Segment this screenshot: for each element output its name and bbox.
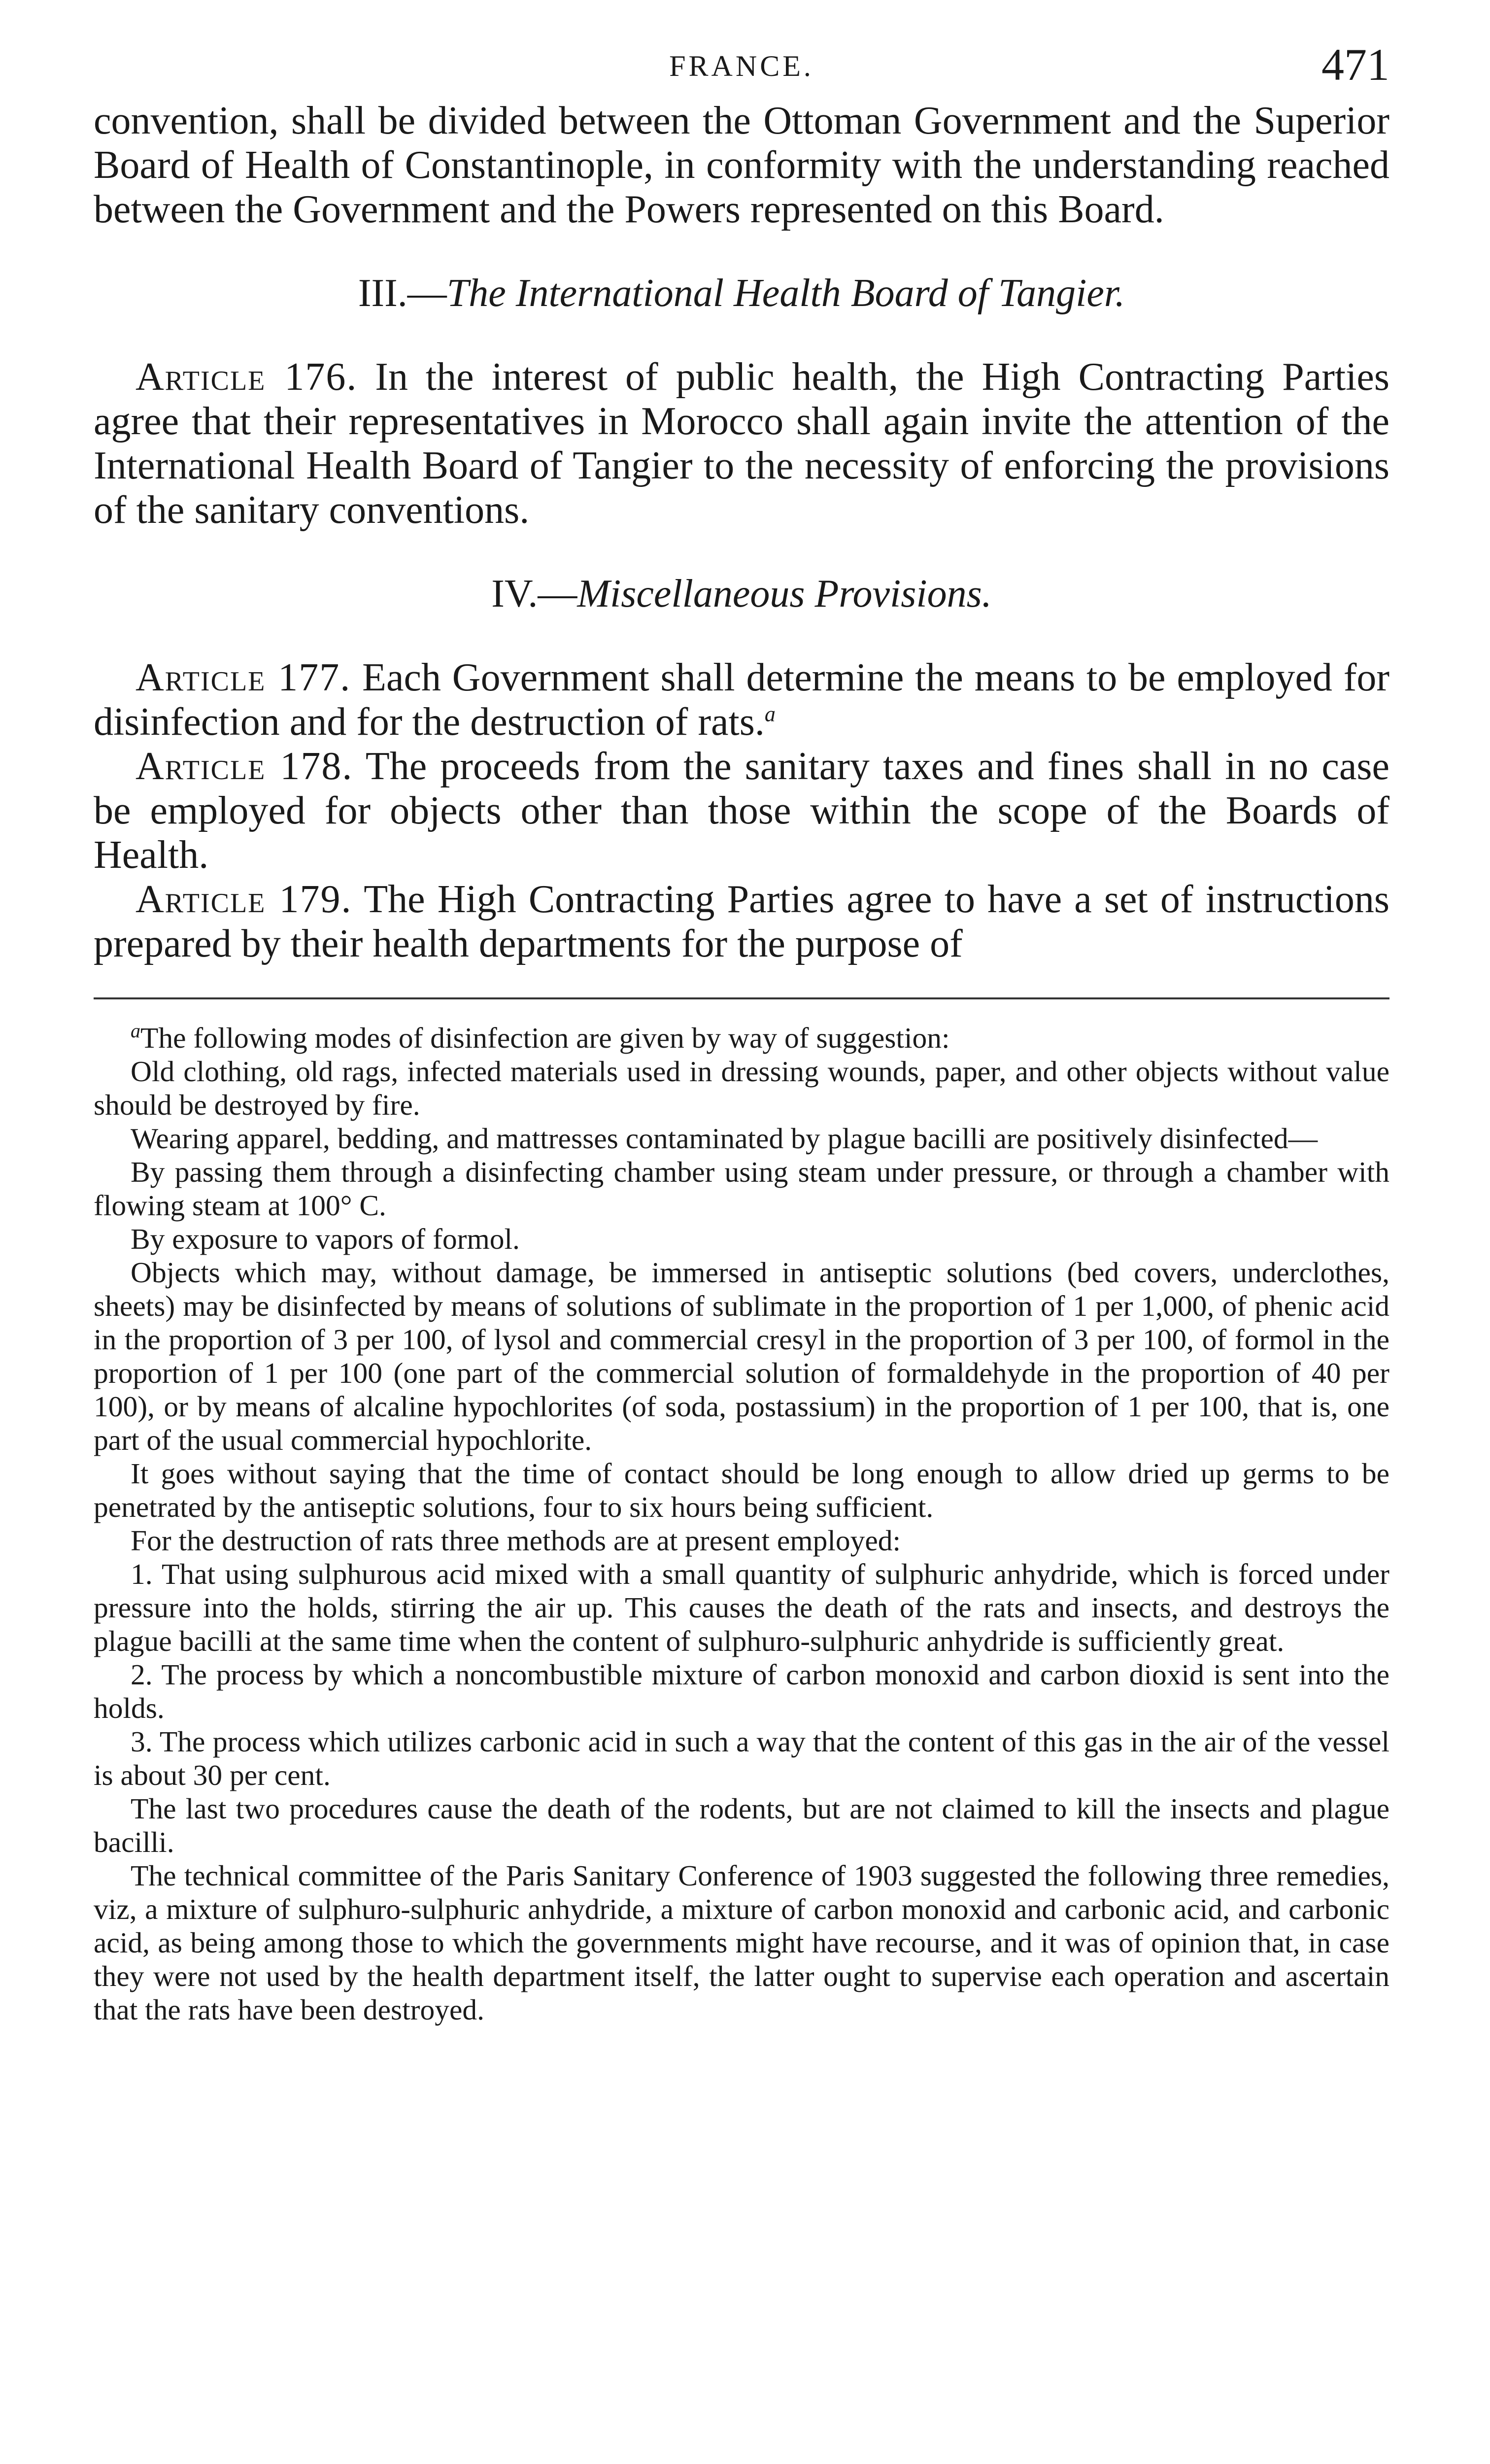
page-number: 471 (1321, 39, 1389, 90)
footnote-paragraph: 3. The process which utilizes carbonic acid in such a way that the content of this gas in the air of the vessel is about 30 per cent. (94, 1725, 1389, 1791)
article-179 (94, 877, 1389, 966)
footnote-paragraph: Wearing apparel, bedding, and mattresses contaminated by plague bacilli are positively disinfected— (131, 1122, 1318, 1155)
footnotes (94, 1021, 1389, 2026)
footnote-marker: a (131, 1020, 140, 1042)
footnote-paragraph: The last two procedures cause the death of the rodents, but are not claimed to kill the insects and plague bacilli. (94, 1792, 1389, 1858)
main-text (94, 99, 1389, 966)
article-176 (94, 355, 1389, 532)
article-label: Article 178. (135, 745, 353, 788)
article-177 (94, 655, 1389, 744)
running-title: FRANCE. (669, 50, 814, 82)
footnote-paragraph: For the destruction of rats three methods are at present employed: (131, 1524, 901, 1557)
footnote-paragraph: Old clothing, old rags, infected materials used in dressing wounds, paper, and other objects without value should be destroyed by fire. (94, 1055, 1389, 1121)
article-text: Each Government shall determine the means to be employed for disinfection and for the destruction of rats. (94, 656, 1389, 744)
footnote-paragraph: $^a$The following modes of disinfection are given by way of suggestion: (131, 1020, 950, 1054)
document-page (94, 34, 1389, 2026)
footnote-divider (94, 997, 1389, 999)
running-head (94, 34, 1389, 99)
article-text: The proceeds from the sanitary taxes and fines shall in no case be employed for objects other than those within the scope of the Boards of Health. (94, 745, 1390, 877)
footnote-reference: a (764, 702, 776, 726)
continuation-paragraph: convention, shall be divided between the Ottoman Government and the Superior Board of Health of Constantinople, in conformity with the understanding reached between the Government and the Powers represented on this Board. (94, 99, 1389, 231)
article-label: Article 179. (135, 878, 352, 921)
section-number: III.— (358, 272, 447, 315)
footnote-paragraph: Objects which may, without damage, be immersed in antiseptic solutions (bed covers, underclothes, sheets) may be disinfected by means of solutions of sublimate in the proportion of 1 per 1,000, of phenic acid in the proportion of 3 per 100, of lysol and commercial cresyl in the proportion of 3 per 100, of formol in the proportion of 1 per 100 (one part of the commercial solution of formaldehyde in the proportion of 40 per 100), or by means of alcaline hypochlorites (of soda, postassium) in the proportion of 1 per 100, that is, one part of the usual commercial hypochlorite. (94, 1256, 1389, 1456)
article-178 (94, 744, 1389, 877)
article-label: Article 177. (135, 656, 351, 699)
footnote-paragraph: It goes without saying that the time of contact should be long enough to allow dried up germs to be penetrated by the antiseptic solutions, four to six hours being sufficient. (94, 1457, 1389, 1523)
footnote-paragraph: 1. That using sulphurous acid mixed with a small quantity of sulphuric anhydride, which is forced under pressure into the holds, stirring the air up. This causes the death of the rats and insects, and destroys the plague bacilli at the same time when the content of sulphuro-sulphuric anhydride is sufficiently great. (94, 1558, 1389, 1657)
section-heading-miscellaneous (94, 572, 1389, 616)
footnote-paragraph: By passing them through a disinfecting chamber using steam under pressure, or through a chamber with flowing steam at 100° C. (94, 1156, 1389, 1222)
footnote-paragraph: The technical committee of the Paris Sanitary Conference of 1903 suggested the following three remedies, viz, a mixture of sulphuro-sulphuric anhydride, a mixture of carbon monoxid and carbonic acid, and carbonic acid, as being among those to which the governments might have recourse, and it was of opinion that, in case they were not used by the health department itself, the latter ought to supervise each operation and ascertain that the rats have been destroyed. (94, 1859, 1389, 2026)
section-number: IV.— (491, 572, 577, 616)
article-label: Article 176. (135, 355, 358, 399)
section-title: The International Health Board of Tangier. (446, 272, 1125, 315)
footnote-paragraph: 2. The process by which a noncombustible mixture of carbon monoxid and carbon dioxid is sent into the holds. (94, 1658, 1389, 1724)
article-text: In the interest of public health, the High Contracting Parties agree that their representatives in Morocco shall again invite the attention of the International Health Board of Tangier to the necessity of enforcing the provisions of the sanitary conventions. (94, 355, 1389, 532)
footnote-paragraph: By exposure to vapors of formol. (131, 1223, 520, 1255)
article-text: The High Contracting Parties agree to have a set of instructions prepared by their health departments for the purpose of (94, 878, 1389, 965)
section-title: Miscellaneous Provisions. (577, 572, 992, 616)
section-heading-tangier (94, 271, 1389, 315)
